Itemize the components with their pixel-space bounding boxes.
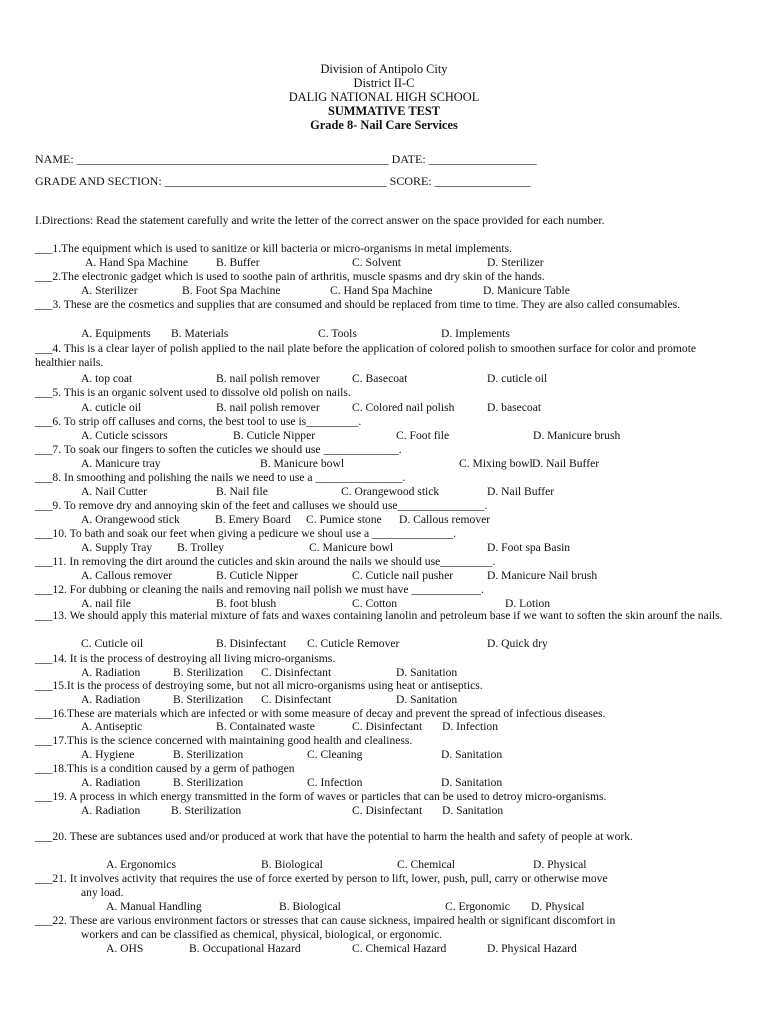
- q17-option-a: A. Hygiene: [81, 748, 135, 761]
- q13-option-c: C. Cuticle Remover: [307, 637, 400, 650]
- q9-option-c: C. Pumice stone: [306, 513, 382, 526]
- question-18: ___18.This is a condition caused by a germ of pathogen: [35, 762, 295, 775]
- q11-option-c: C. Cuticle nail pusher: [352, 569, 454, 582]
- q9-option-d: D. Callous remover: [399, 513, 491, 526]
- q3-option-c: C. Tools: [318, 327, 357, 340]
- q7-option-d: D. Nail Buffer: [532, 457, 600, 470]
- question-12: ___12. For dubbing or cleaning the nails and removing nail polish we must have ____________.: [35, 583, 484, 596]
- q6-option-d: D. Manicure brush: [533, 429, 621, 442]
- question-9: ___9. To remove dry and annoying skin of the feet and calluses we should use_______________.: [35, 499, 488, 512]
- q3-option-b: B. Materials: [171, 327, 229, 340]
- question-2: ___2.The electronic gadget which is used to soothe pain of arthritis, muscle spasms and dry skin of the hands.: [35, 270, 545, 283]
- q2-option-d: D. Manicure Table: [483, 284, 570, 297]
- q15-option-b: B. Sterilization: [173, 693, 244, 706]
- q20-option-a: A. Ergonomics: [106, 858, 176, 871]
- q10-option-a: A. Supply Tray: [81, 541, 153, 554]
- q11-option-a: A. Callous remover: [81, 569, 173, 582]
- question-10: ___10. To bath and soak our feet when giving a pedicure we shoul use a ______________.: [35, 527, 457, 540]
- q8-option-a: A. Nail Cutter: [81, 485, 148, 498]
- question-22-continued: workers and can be classified as chemical, physical, biological, or ergonomic.: [81, 928, 443, 941]
- q14-option-c: C. Disinfectant: [261, 666, 332, 679]
- q22-option-d: D. Physical Hazard: [487, 942, 577, 955]
- q14-option-d: D. Sanitation: [396, 666, 458, 679]
- q8-option-b: B. Nail file: [216, 485, 268, 498]
- q17-option-c: C. Cleaning: [307, 748, 363, 761]
- question-15: ___15.It is the process of destroying some, but not all micro-organisms using heat or antiseptics.: [35, 679, 483, 692]
- q17-option-b: B. Sterilization: [173, 748, 244, 761]
- q5-option-a: A. cuticle oil: [81, 401, 142, 414]
- q4-option-a: A. top coat: [81, 372, 133, 385]
- q19-option-b: B. Sterilization: [171, 804, 242, 817]
- q20-option-b: B. Biological: [261, 858, 323, 871]
- question-7: ___7. To soak our fingers to soften the cuticles we should use _____________.: [35, 443, 402, 456]
- q5-option-d: D. basecoat: [487, 401, 542, 414]
- q3-option-d: D. Implements: [441, 327, 510, 340]
- q9-option-a: A. Orangewood stick: [81, 513, 180, 526]
- q1-option-c: C. Solvent: [352, 256, 401, 269]
- q13-option-a: C. Cuticle oil: [81, 637, 144, 650]
- q20-option-c: C. Chemical: [397, 858, 455, 871]
- q20-option-d: D. Physical: [533, 858, 587, 871]
- q12-option-b: B. foot blush: [216, 597, 277, 610]
- question-5: ___5. This is an organic solvent used to dissolve old polish on nails.: [35, 386, 351, 399]
- q11-option-d: D. Manicure Nail brush: [487, 569, 598, 582]
- q1-option-b: B. Buffer: [216, 256, 260, 269]
- question-21: ___21. It involves activity that requires the use of force exerted by person to lift, lower, push, pull, carry or otherwise move: [35, 872, 608, 885]
- q22-option-a: A. OHS: [106, 942, 144, 955]
- q2-option-a: A. Sterilizer: [81, 284, 138, 297]
- question-11: ___11. In removing the dirt around the cuticles and skin around the nails we should use_________.: [35, 555, 496, 568]
- q6-option-a: A. Cuticle scissors: [81, 429, 168, 442]
- q7-option-b: B. Manicure bowl: [260, 457, 345, 470]
- question-8: ___8. In smoothing and polishing the nails we need to use a _______________.: [35, 471, 406, 484]
- question-4: ___4. This is a clear layer of polish applied to the nail plate before the application of colored polish to smoothen surface for color and promote healthier nails.: [35, 342, 697, 369]
- question-17: ___17.This is the science concerned with maintaining good health and clealiness.: [35, 734, 413, 747]
- grade-score-line: GRADE AND SECTION: _____________________________________ SCORE: ________________: [35, 174, 531, 188]
- division-name: Division of Antipolo City: [320, 62, 448, 76]
- q7-option-a: A. Manicure tray: [81, 457, 161, 470]
- q8-option-d: D. Nail Buffer: [487, 485, 555, 498]
- q7-option-c: C. Mixing bowl: [459, 457, 533, 470]
- q18-option-a: A. Radiation: [81, 776, 141, 789]
- q18-option-d: D. Sanitation: [441, 776, 503, 789]
- q16-option-b: B. Containated waste: [216, 720, 315, 733]
- question-16: ___16.These are materials which are infected or with some measure of decay and prevent the spread of infectious diseases.: [35, 707, 606, 720]
- q16-option-a: A. Antiseptic: [81, 720, 143, 733]
- q10-option-c: C. Manicure bowl: [309, 541, 394, 554]
- question-19: ___19. A process in which energy transmitted in the form of waves or particles that can be used to detroy micro-organisms.: [35, 790, 607, 803]
- q21-option-c: C. Ergonomic: [445, 900, 510, 913]
- q3-option-a: A. Equipments: [81, 327, 151, 340]
- question-3: ___3. These are the cosmetics and supplies that are consumed and should be replaced from time to time. They are also called consumables.: [35, 298, 681, 311]
- q19-option-a: A. Radiation: [81, 804, 141, 817]
- q5-option-c: C. Colored nail polish: [352, 401, 455, 414]
- q19-option-d: D. Sanitation: [442, 804, 504, 817]
- name-date-line: NAME: ____________________________________________________ DATE: __________________: [35, 152, 537, 166]
- q21-option-a: A. Manual Handling: [106, 900, 202, 913]
- q16-option-d: D. Infection: [442, 720, 499, 733]
- q15-option-a: A. Radiation: [81, 693, 141, 706]
- question-21-continued: any load.: [81, 886, 124, 899]
- district-name: District II-C: [353, 76, 415, 90]
- test-title: SUMMATIVE TEST: [327, 104, 441, 118]
- question-6: ___6. To strip off calluses and corns, the best tool to use is_________.: [35, 415, 362, 428]
- q18-option-c: C. Infection: [307, 776, 363, 789]
- q9-option-b: B. Emery Board: [215, 513, 291, 526]
- question-20: ___20. These are subtances used and/or produced at work that have the potential to harm the health and safety of people at work.: [35, 830, 633, 843]
- question-14: ___14. It is the process of destroying all living micro-organisms.: [35, 652, 336, 665]
- q15-option-d: D. Sanitation: [396, 693, 458, 706]
- q13-option-b: B. Disinfectant: [216, 637, 287, 650]
- q13-option-d: D. Quick dry: [487, 637, 548, 650]
- q1-option-a: A. Hand Spa Machine: [85, 256, 189, 269]
- q5-option-b: B. nail polish remover: [216, 401, 320, 414]
- q10-option-b: B. Trolley: [177, 541, 225, 554]
- question-13: ___13. We should apply this material mixture of fats and waxes containing lanolin and petroleum base if we want to soften the skin arounf the nails.: [35, 609, 723, 622]
- q22-option-c: C. Chemical Hazard: [352, 942, 447, 955]
- q18-option-b: B. Sterilization: [173, 776, 244, 789]
- q1-option-d: D. Sterilizer: [487, 256, 544, 269]
- q4-option-c: C. Basecoat: [352, 372, 408, 385]
- q17-option-d: D. Sanitation: [441, 748, 503, 761]
- q16-option-c: C. Disinfectant: [352, 720, 423, 733]
- q22-option-b: B. Occupational Hazard: [189, 942, 301, 955]
- subject-title: Grade 8- Nail Care Services: [310, 118, 458, 132]
- q2-option-c: C. Hand Spa Machine: [330, 284, 433, 297]
- q14-option-b: B. Sterilization: [173, 666, 244, 679]
- q10-option-d: D. Foot spa Basin: [487, 541, 571, 554]
- q21-option-d: D. Physical: [531, 900, 585, 913]
- q21-option-b: B. Biological: [279, 900, 341, 913]
- school-name: DALIG NATIONAL HIGH SCHOOL: [288, 90, 480, 104]
- q4-option-b: B. nail polish remover: [216, 372, 320, 385]
- q12-option-a: A. nail file: [81, 597, 131, 610]
- q12-option-c: C. Cotton: [352, 597, 398, 610]
- q11-option-b: B. Cuticle Nipper: [216, 569, 299, 582]
- q6-option-b: B. Cuticle Nipper: [233, 429, 316, 442]
- directions: I.Directions: Read the statement carefully and write the letter of the correct answer on the space provided for each number.: [35, 214, 605, 227]
- q4-option-d: D. cuticle oil: [487, 372, 548, 385]
- q19-option-c: C. Disinfectant: [352, 804, 423, 817]
- q8-option-c: C. Orangewood stick: [341, 485, 440, 498]
- q14-option-a: A. Radiation: [81, 666, 141, 679]
- q2-option-b: B. Foot Spa Machine: [182, 284, 281, 297]
- q15-option-c: C. Disinfectant: [261, 693, 332, 706]
- q6-option-c: C. Foot file: [396, 429, 450, 442]
- q12-option-d: D. Lotion: [505, 597, 551, 610]
- question-22: ___22. These are various environment factors or stresses that can cause sickness, impaired health or significant discomfort in: [35, 914, 616, 927]
- question-1: ___1.The equipment which is used to sanitize or kill bacteria or micro-organisms in metal implements.: [35, 242, 512, 255]
